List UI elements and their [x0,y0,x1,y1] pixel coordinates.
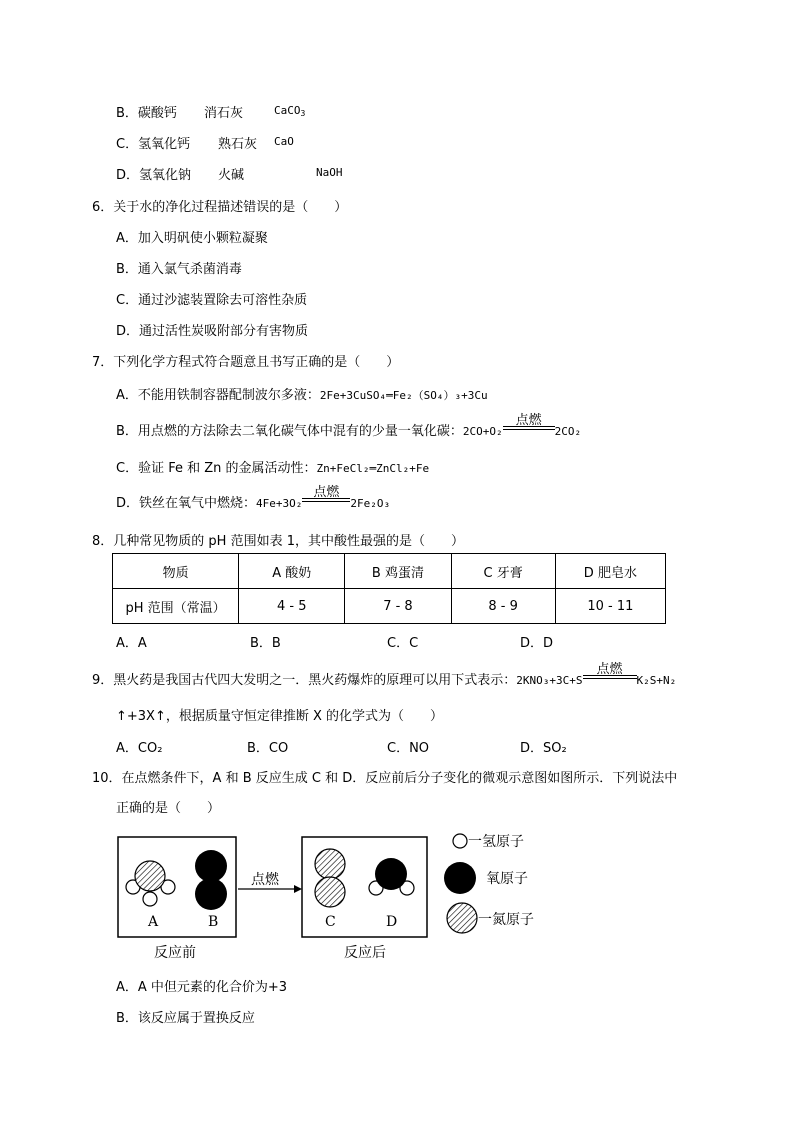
oxygen-atom [375,858,407,890]
legend-hydrogen-icon [453,834,467,848]
q8-option-c: C．C [387,636,419,651]
ph-table-cell: 8 - 9 [451,589,555,624]
q5-c-label: C．氢氧化钙 [116,137,191,152]
ph-table-header: 物质 [113,554,239,589]
oxygen-atom [195,878,227,910]
q7-stem: 7．下列化学方程式符合题意且书写正确的是（ ） [92,355,400,370]
q9-option-c: C．NO [387,741,430,756]
ph-table-header-row [113,554,666,589]
q10-stem-line2: 正确的是（ ） [116,801,221,816]
q9-option-a: A．CO₂ [116,741,163,756]
q7-b-eq-line2 [503,429,555,430]
q9-condition [583,662,637,684]
q5-b-formula [274,104,305,118]
q8-option-d: D．D [520,636,554,651]
legend-nitrogen-icon [447,903,477,933]
ph-table-header: D 肥皂水 [555,554,665,589]
nitrogen-atom [135,861,165,891]
q5-option-c [116,133,294,152]
label-a: A [148,914,159,930]
ph-table-cell: 10 - 11 [555,589,665,624]
q7-b-left: 2CO+O₂ [462,425,503,438]
q7-option-d [116,485,391,511]
arrow-label: 点燃 [251,872,279,888]
hydrogen-atom [143,892,157,906]
q10-stem-line1: 10．在点燃条件下，A 和 B 反应生成 C 和 D．反应前后分子变化的微观示意图如图所示．下列说法中 [92,771,678,786]
ph-table-header: B 鸡蛋清 [345,554,451,589]
q9-eq-line [583,675,637,676]
molecule-b [195,850,227,910]
legend-oxygen: 氧原子 [486,871,528,887]
q7-a-text: A．不能用铁制容器配制波尔多液： [116,388,320,403]
q7-option-a [116,384,488,403]
q6-option-b: B．通入氯气杀菌消毒 [116,262,242,277]
q8-option-b: B．B [250,636,281,651]
q7-b-text: B．用点燃的方法除去二氧化碳气体中混有的少量一氧化碳： [116,424,463,439]
q5-option-b [116,102,306,121]
q5-c-formula: CaO [274,135,294,148]
label-b: B [208,914,219,930]
q5-d-formula: NaOH [316,166,343,179]
molecule-c [315,849,345,907]
q6-option-a: A．加入明矾使小颗粒凝聚 [116,231,268,246]
q7-b-condition [503,413,555,435]
q7-b-condition-text: 点燃 [515,413,542,428]
q5-c-alias: 熟石灰 [218,137,258,152]
molecule-d [369,858,414,895]
q8-stem: 8．几种常见物质的 pH 范围如表 1，其中酸性最强的是（ ） [92,534,464,549]
q6-stem: 6．关于水的净化过程描述错误的是（ ） [92,200,348,215]
q7-c-equation: Zn+FeCl₂═ZnCl₂+Fe [316,462,430,475]
q7-d-condition [302,485,350,507]
q7-d-text: D．铁丝在氧气中燃烧： [116,496,257,511]
ph-table-row [113,589,666,624]
oxygen-atom [195,850,227,882]
legend-nitrogen: 一氮原子 [478,912,534,928]
q9-option-b: B．CO [247,741,289,756]
caption-before: 反应前 [154,945,196,961]
q7-a-equation: 2Fe+3CuSO₄═Fe₂（SO₄）₃+3Cu [319,389,488,402]
q9-stem-text: 9．黑火药是我国古代四大发明之一．黑火药爆炸的原理可以用下式表示： [92,673,517,688]
q10-option-a: A．A 中但元素的化合价为+3 [116,980,288,995]
q9-condition-text: 点燃 [596,662,623,677]
q9-eq-left: 2KNO₃+3C+S [516,674,583,687]
nitrogen-atom [315,849,345,879]
q7-option-b [116,413,582,439]
ph-table-cell: pH 范围（常温） [113,589,239,624]
legend-hydrogen: 一氢原子 [468,834,524,850]
q9-option-d: D．SO₂ [520,741,567,756]
q7-d-eq-line2 [302,501,350,502]
q7-d-right: 2Fe₂O₃ [350,497,391,510]
q7-b-right: 2CO₂ [554,425,582,438]
q7-option-c [116,457,429,476]
q7-c-text: C．验证 Fe 和 Zn 的金属活动性： [116,461,317,476]
label-d: D [386,914,398,930]
ph-table-cell: 4 - 5 [239,589,345,624]
ph-table [112,553,666,624]
q5-option-d [116,164,343,183]
q7-d-condition-text: 点燃 [313,485,340,500]
q5-d-label: D．氢氧化钠 [116,168,192,183]
q5-b-label: B．碳酸钙 [116,106,177,121]
q9-stem [92,662,677,688]
q6-option-c: C．通过沙滤装置除去可溶性杂质 [116,293,308,308]
q10-option-b: B．该反应属于置换反应 [116,1011,255,1026]
q9-line2: ↑+3X↑，根据质量守恒定律推断 X 的化学式为（ ） [116,709,444,724]
q5-b-formula-sub: 3 [300,109,306,118]
ph-table-header: C 牙膏 [451,554,555,589]
reaction-diagram [110,826,550,966]
legend-oxygen-icon [444,862,476,894]
arrow-head-icon [294,885,302,893]
molecule-a [126,861,175,906]
ph-table-header: A 酸奶 [239,554,345,589]
label-c: C [325,914,336,930]
q5-d-alias: 火碱 [218,168,245,183]
q8-option-a: A．A [116,636,147,651]
q7-d-eq-line [302,498,350,499]
q5-b-formula-main: CaCO [274,104,301,117]
nitrogen-atom [315,877,345,907]
q9-eq-right: K₂S+N₂ [636,674,677,687]
q7-d-left: 4Fe+3O₂ [256,497,303,510]
ph-table-cell: 7 - 8 [345,589,451,624]
q9-eq-line2 [583,678,637,679]
legend [444,834,534,933]
q6-option-d: D．通过活性炭吸附部分有害物质 [116,324,309,339]
caption-after: 反应后 [344,945,386,961]
q5-b-alias: 消石灰 [204,106,244,121]
q7-b-eq-line [503,426,555,427]
